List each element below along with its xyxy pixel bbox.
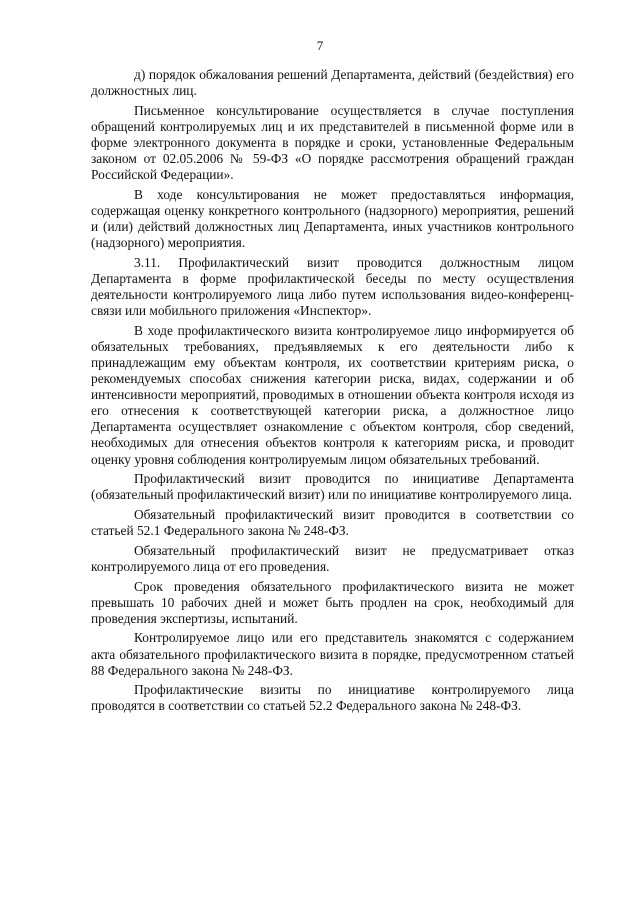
- paragraph-visit-duration: Срок проведения обязательного профилактического визита не может превышать 10 рабочих дней и может быть продлен на срок, необходимый для проведения экспертизы, испытаний.: [91, 578, 574, 626]
- paragraph-initiative-visits: Профилактические визиты по инициативе контролируемого лица проводятся в соответствии со статьей 52.2 Федерального закона № 248-ФЗ.: [91, 682, 574, 714]
- paragraph-consulting-limits: В ходе консультирования не может предоставляться информация, содержащая оценку конкретного контрольного (надзорного) мероприятия, решений и (или) действий должностных лиц Департамента, иных участников контрольного (надзорного) мероприятия.: [91, 186, 574, 251]
- paragraph-appeal-procedure: д) порядок обжалования решений Департамента, действий (бездействия) его должностных лиц.: [91, 67, 574, 99]
- paragraph-section-3-11: 3.11. Профилактический визит проводится должностным лицом Департамента в форме профилактической беседы по месту осуществления деятельности контролируемого лица либо путем использования видео-конференц-связи или мобильного приложения «Инспектор».: [91, 254, 574, 319]
- paragraph-act-familiarization: Контролируемое лицо или его представитель знакомятся с содержанием акта обязательного профилактического визита в порядке, предусмотренном статьей 88 Федерального закона № 248-ФЗ.: [91, 630, 574, 678]
- paragraph-visit-initiative: Профилактический визит проводится по инициативе Департамента (обязательный профилактический визит) или по инициативе контролируемого лица.: [91, 471, 574, 503]
- paragraph-visit-informing: В ходе профилактического визита контролируемое лицо информируется об обязательных требованиях, предъявляемых к его деятельности либо к принадлежащим ему объектам контроля, их соответствии критериям риска, о рекомендуемых способах снижения категории риска, видах, содержании и об интенсивности мероприятий, проводимых в отношении объекта контроля исходя из его отнесения к соответствующей категории риска, а должностное лицо Департамента осуществляет ознакомление с объектом контроля, сбор сведений, необходимых для отнесения объектов контроля к категориям риска, и проводит оценку уровня соблюдения контролируемым лицом обязательных требований.: [91, 322, 574, 467]
- paragraph-mandatory-visit: Обязательный профилактический визит проводится в соответствии со статьей 52.1 Федерального закона № 248-ФЗ.: [91, 507, 574, 539]
- document-body: [91, 67, 574, 718]
- paragraph-written-consulting: Письменное консультирование осуществляется в случае поступления обращений контролируемых лиц и их представителей в письменной форме или в форме электронного документа в порядке и сроки, установленные Федеральным законом от 02.05.2006 № 59-ФЗ «О порядке рассмотрения обращений граждан Российской Федерации».: [91, 102, 574, 183]
- paragraph-no-refusal: Обязательный профилактический визит не предусматривает отказ контролируемого лица от его проведения.: [91, 542, 574, 574]
- page-number: 7: [316, 38, 324, 53]
